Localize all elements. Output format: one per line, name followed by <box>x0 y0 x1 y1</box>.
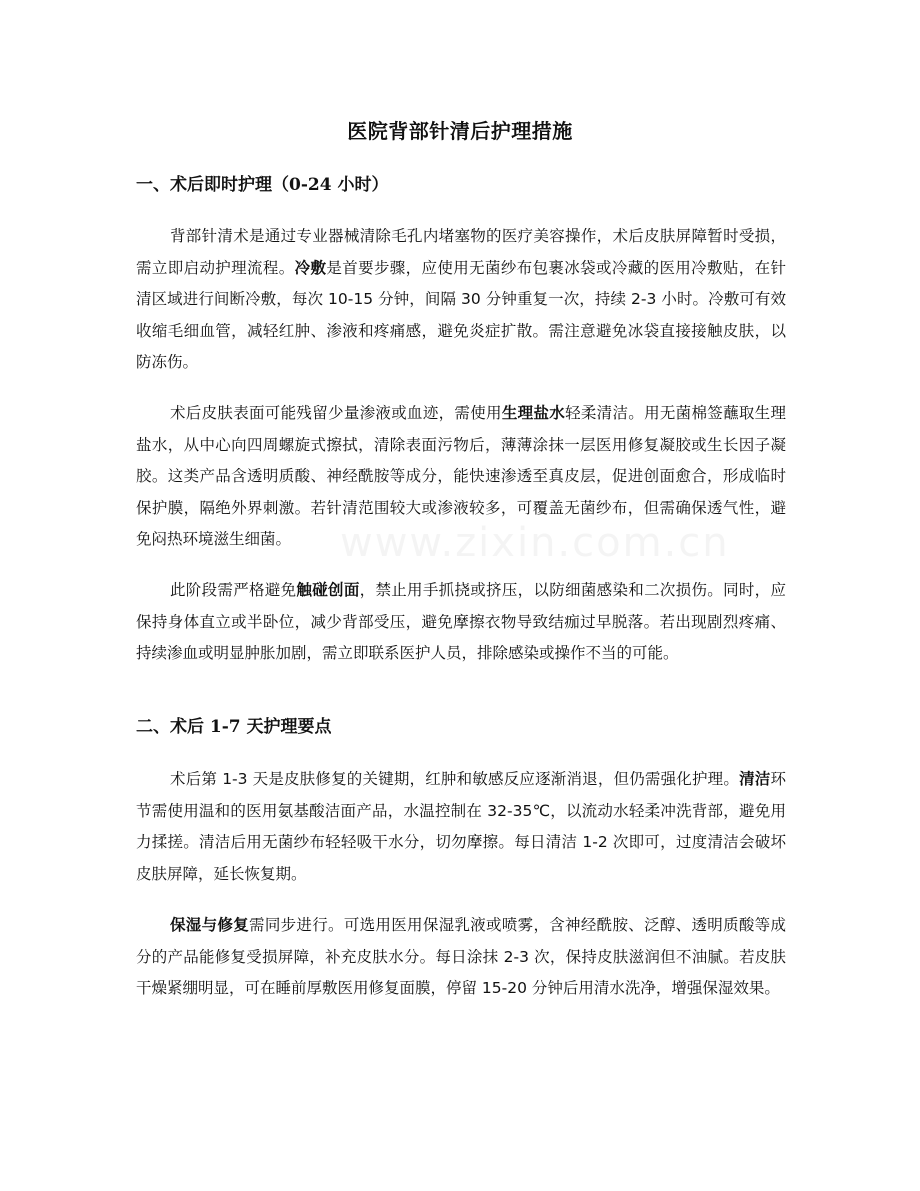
paragraph-5-bold: 保湿与修复 <box>170 916 250 934</box>
paragraph-2-text-b: 轻柔清洁。用无菌棉签蘸取生理盐水，从中心向四周螺旋式擦拭，清除表面污物后，薄薄涂抹一层医用修复凝胶或生长因子凝胶。这类产品含透明质酸、神经酰胺等成分，能快速渗透至真皮层，促进创面愈合，形成临时保护膜，隔绝外界刺激。若针清范围较大或渗液较多，可覆盖无菌纱布，但需确保透气性，避免闷热环境滋生细菌。 <box>136 404 786 548</box>
paragraph-1-text-b: 是首要步骤，应使用无菌纱布包裹冰袋或冷藏的医用冷敷贴，在针清区域进行间断冷敷，每次 10-15 分钟，间隔 30 分钟重复一次，持续 2-3 小时。冷敷可有效收缩毛细血管，减轻红肿、渗液和疼痛感，避免炎症扩散。需注意避免冰袋直接接触皮肤，以防冻伤。 <box>136 258 786 371</box>
paragraph-4 <box>136 764 786 890</box>
paragraph-3-text-b: ，禁止用手抓挠或挤压，以防细菌感染和二次损伤。同时，应保持身体直立或半卧位，减少背部受压，避免摩擦衣物导致结痂过早脱落。若出现剧烈疼痛、持续渗血或明显肿胀加剧，需立即联系医护人员，排除感染或操作不当的可能。 <box>136 581 786 662</box>
paragraph-3-bold: 触碰创面 <box>296 581 360 599</box>
paragraph-2-bold: 生理盐水 <box>501 404 566 422</box>
paragraph-4-text-b: 环节需使用温和的医用氨基酸洁面产品，水温控制在 32-35℃，以流动水轻柔冲洗背部，避免用力揉搓。清洁后用无菌纱布轻轻吸干水分，切勿摩擦。每日清洁 1-2 次即可，过度清洁会破坏皮肤屏障，延长恢复期。 <box>136 770 786 883</box>
paragraph-1 <box>136 221 786 379</box>
section-heading-2: 二、术后 1-7 天护理要点 <box>136 717 332 737</box>
paragraph-1-text-a: 背部针清术是通过专业器械清除毛孔内堵塞物的医疗美容操作，术后皮肤屏障暂时受损，需立即启动护理流程。 <box>136 227 786 277</box>
paragraph-4-bold: 清洁 <box>739 770 771 788</box>
document-title: 医院背部针清后护理措施 <box>347 119 573 143</box>
paragraph-3-text-a: 此阶段需严格避免 <box>170 581 297 599</box>
paragraph-1-bold: 冷敷 <box>294 258 327 277</box>
paragraph-3 <box>136 575 786 670</box>
paragraph-4-text-a: 术后第 1-3 天是皮肤修复的关键期，红肿和敏感反应逐渐消退，但仍需强化护理。 <box>170 770 740 788</box>
paragraph-2 <box>136 398 786 556</box>
paragraph-5 <box>136 910 786 1005</box>
paragraph-2-text-a: 术后皮肤表面可能残留少量渗液或血迹，需使用 <box>170 404 502 422</box>
paragraph-5-text-b: 需同步进行。可选用医用保湿乳液或喷雾，含神经酰胺、泛醇、透明质酸等成分的产品能修复受损屏障，补充皮肤水分。每日涂抹 2-3 次，保持皮肤滋润但不油腻。若皮肤干燥紧绷明显，可在睡前厚敷医用修复面膜，停留 15-20 分钟后用清水洗净，增强保湿效果。 <box>136 916 786 997</box>
section-heading-1: 一、术后即时护理（0-24 小时） <box>136 175 389 195</box>
watermark: www.zixin.com.cn <box>340 520 730 566</box>
